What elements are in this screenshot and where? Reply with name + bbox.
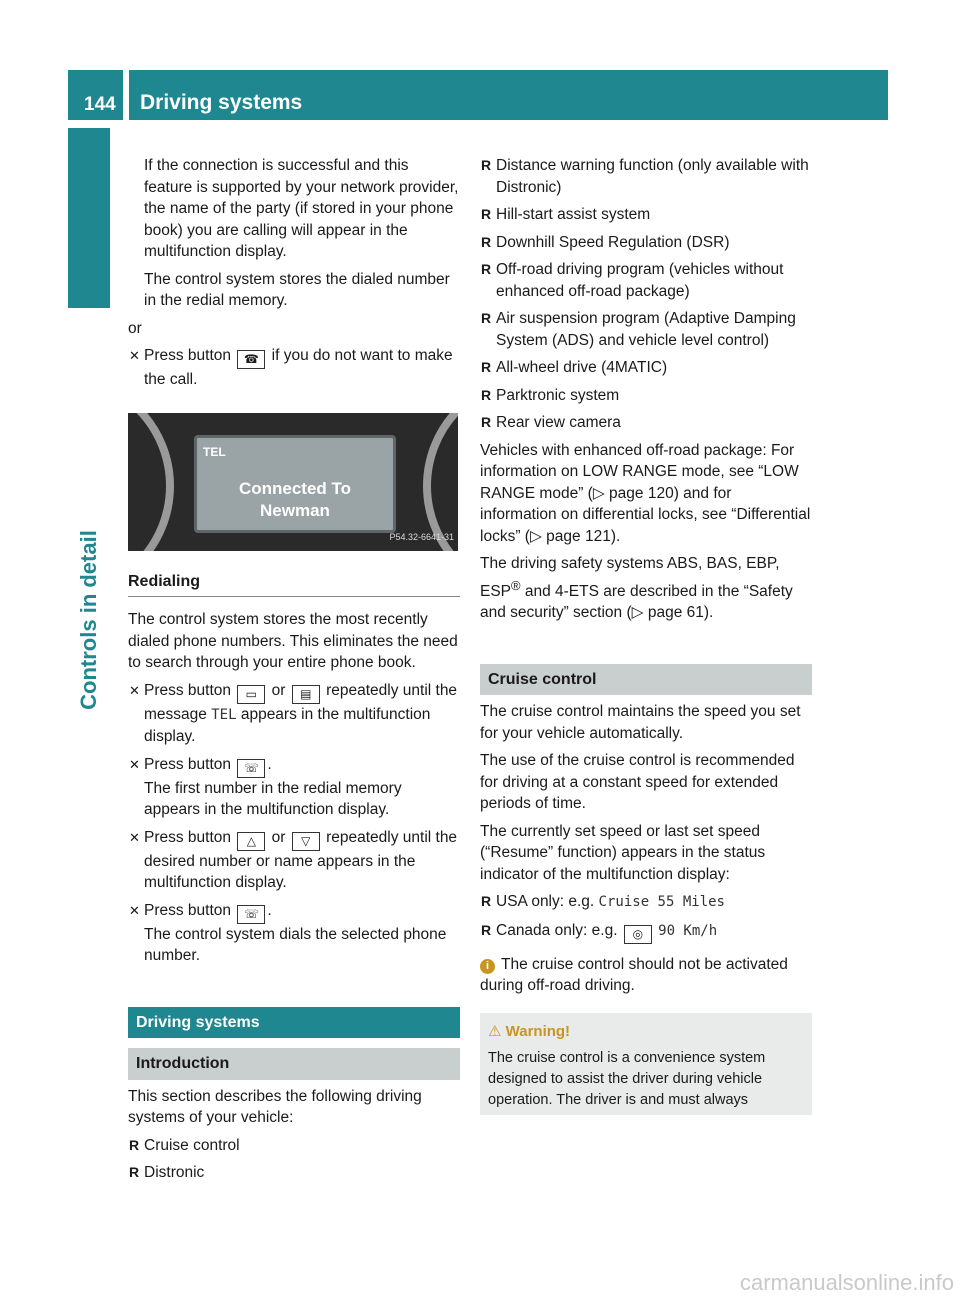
bullet-icon: R [481, 414, 492, 430]
bullet-icon: R [129, 1136, 140, 1153]
list-item: R Air suspension program (Adaptive Damping System (ADS) and vehicle level control) [481, 310, 796, 349]
step-marker-icon: ✕ [129, 902, 140, 918]
paragraph: The currently set speed or last set speed (“Resume” function) appears in the status indicator of the multifunction display: [480, 822, 766, 883]
page-down-button-icon: ▤ [292, 685, 320, 704]
bullet-icon: R [481, 921, 492, 938]
list-item: R Hill-start assist system [480, 204, 812, 226]
or-text: or [128, 319, 142, 337]
paragraph: Vehicles with enhanced off-road package: For information on LOW RANGE mode, see “LOW RANGE mode” (▷ page 120) and for information on differential locks, see “Differential locks” (▷ page 121). [480, 441, 811, 545]
cruise-control-bar: Cruise control [480, 664, 812, 696]
info-icon: i [480, 959, 495, 974]
watermark: carmanualsonline.info [739, 1270, 954, 1295]
paragraph: The control system stores the most recently dialed phone numbers. This eliminates the need to search through your entire phone book. [128, 611, 458, 671]
paragraph: The control system stores the dialed number in the redial memory. [144, 270, 450, 309]
list-item: R USA only: e.g. Cruise 55 Miles [480, 891, 812, 914]
step: ✕ Press button ☏ . The first number in the redial memory appears in the multifunction display. [129, 755, 402, 818]
warning-icon: ⚠ [488, 1022, 502, 1040]
bullet-icon: R [481, 893, 492, 910]
side-label [69, 440, 109, 800]
list-item: R Rear view camera [480, 412, 812, 434]
bullet-icon: R [481, 359, 492, 375]
introduction-bar: Introduction [128, 1048, 460, 1080]
paragraph: This section describes the following driving systems of your vehicle: [128, 1087, 422, 1126]
bullet-icon: R [481, 261, 492, 277]
registered-mark: ® [511, 577, 521, 593]
cruise-symbol-icon: ◎ [624, 925, 652, 944]
paragraph: If the connection is successful and this feature is supported by your network provider, the name of the party (if stored in your phone book) you are calling will appear in the multifunction display. [144, 157, 459, 260]
step-marker-icon: ✕ [129, 682, 140, 698]
list-item: R All-wheel drive (4MATIC) [480, 357, 812, 379]
gauge-left [128, 413, 174, 551]
page-up-button-icon: ▭ [237, 685, 265, 704]
call-button-icon: ☏ [237, 905, 265, 924]
display-tag: TEL [203, 444, 226, 459]
list-item: R Parktronic system [480, 385, 812, 407]
right-column [480, 155, 812, 1115]
list-item: R Distance warning function (only available with Distronic) [481, 157, 809, 196]
up-button-icon: △ [237, 832, 265, 851]
list-item: R Off-road driving program (vehicles without enhanced off-road package) [481, 261, 784, 300]
bullet-icon: R [481, 206, 492, 222]
warning-box [480, 1013, 812, 1116]
paragraph: The cruise control maintains the speed you set for your vehicle automatically. [480, 703, 801, 742]
redialing-heading: Redialing [128, 571, 460, 598]
side-label-text: Controls in detail [76, 530, 101, 710]
bullet-icon: R [481, 310, 492, 326]
display-photo [128, 413, 458, 551]
list-item: R Cruise control [128, 1135, 460, 1157]
step-marker-icon: ✕ [129, 756, 140, 772]
paragraph: The use of the cruise control is recommended for driving at a constant speed for extended periods of time. [480, 752, 795, 813]
display-message: Connected To Newman [238, 478, 352, 520]
info-note: i The cruise control should not be activated during off-road driving. [480, 955, 788, 995]
step: ✕ Press button ☎ if you do not want to make the call. [129, 347, 453, 388]
multifunction-display [194, 435, 396, 533]
section-header [129, 70, 888, 120]
page-number-box [68, 70, 123, 120]
end-call-button-icon: ☎ [237, 350, 265, 369]
step: ✕ Press button ▭ or ▤ repeatedly until the message TEL appears in the multifunction display. [129, 681, 458, 745]
paragraph: The driving safety systems ABS, BAS, EBP, ESP® and 4-ETS are described in the “Safety and security” section (▷ page 61). [480, 555, 793, 622]
bullet-icon: R [481, 233, 492, 250]
list-item: R Distronic [128, 1162, 460, 1184]
photo-code: P54.32-6641-31 [389, 532, 454, 542]
driving-systems-bar: Driving systems [128, 1007, 460, 1039]
warning-title: ⚠ Warning! [488, 1022, 571, 1040]
call-button-icon: ☏ [237, 759, 265, 778]
bullet-icon: R [481, 386, 492, 403]
left-column [128, 155, 460, 1190]
list-item: R Downhill Speed Regulation (DSR) [480, 232, 812, 254]
section-title: Driving systems [140, 91, 303, 114]
step-marker-icon: ✕ [129, 829, 140, 845]
warning-text: The cruise control is a convenience system designed to assist the driver during vehicle operation. The driver is and must always [488, 1050, 766, 1109]
step-marker-icon: ✕ [129, 348, 140, 363]
page-number: 144 [84, 94, 116, 115]
list-item: R Canada only: e.g. ◎ 90 Km/h [480, 920, 812, 944]
bullet-icon: R [481, 157, 492, 173]
side-tab [68, 128, 110, 308]
step: ✕ Press button △ or ▽ repeatedly until the desired number or name appears in the multifunction display. [129, 828, 458, 891]
step: ✕ Press button ☏ . The control system dials the selected phone number. [129, 901, 447, 964]
bullet-icon: R [129, 1164, 140, 1180]
down-button-icon: ▽ [292, 832, 320, 851]
